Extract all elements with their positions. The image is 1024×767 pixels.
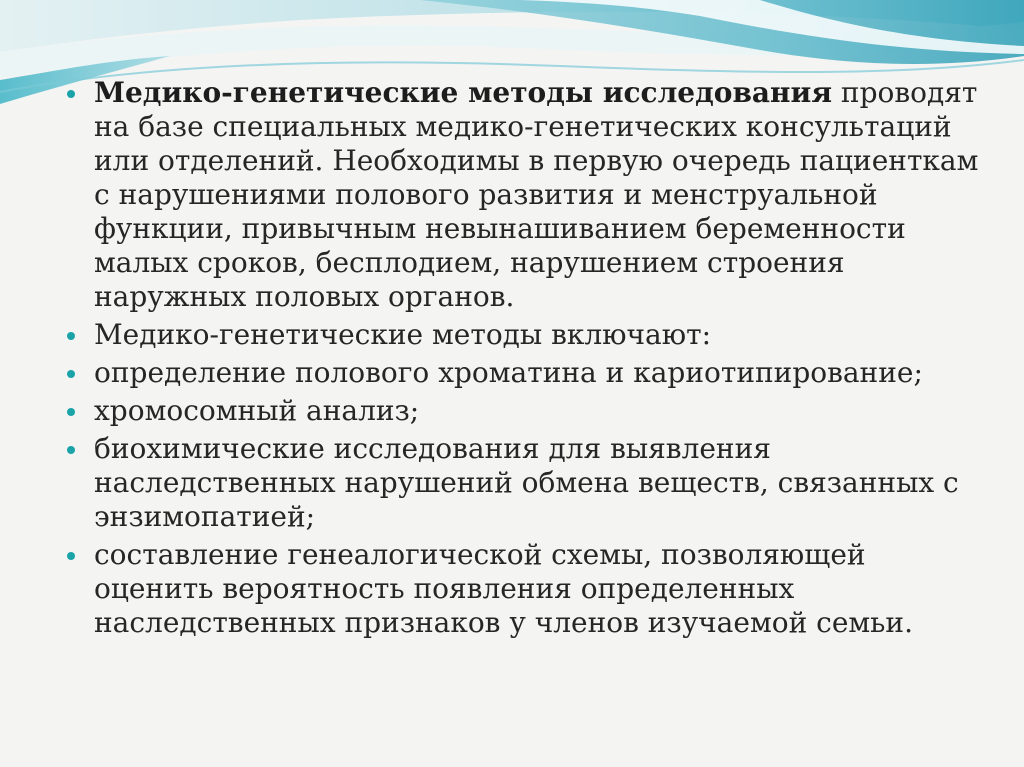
- bullet-dot-icon: [67, 446, 75, 454]
- bullet-dot-icon: [67, 332, 75, 340]
- bullet-item-2: [60, 318, 990, 352]
- bullet-item-6-text: составление генеалогической схемы, позволяющей оценить вероятность появления определенных наследственных признаков у членов изучаемой семьи.: [94, 538, 913, 639]
- content-area: [60, 76, 990, 644]
- bullet-item-2-text: Медико-генетические методы включают:: [94, 318, 712, 351]
- bullet-list: [60, 76, 990, 640]
- bullet-item-5-text: биохимические исследования для выявления наследственных нарушений обмена веществ, связанных с энзимопатией;: [94, 432, 959, 533]
- bullet-item-4-text: хромосомный анализ;: [94, 394, 420, 427]
- bullet-item-4: [60, 394, 990, 428]
- bullet-item-5: [60, 432, 990, 534]
- bullet-item-6: [60, 538, 990, 640]
- bullet-item-1-bold: Медико-генетические методы исследования: [94, 76, 833, 109]
- bullet-dot-icon: [67, 552, 75, 560]
- bullet-dot-icon: [67, 370, 75, 378]
- bullet-item-1-text: проводят на базе специальных медико-генетических консультаций или отделений. Необходимы в первую очередь пациенткам с нарушениями полового развития и менструальной функции, привычным невынашиванием беременности малых сроков, бесплодием, нарушением строения наружных половых органов.: [94, 76, 979, 313]
- bullet-dot-icon: [67, 90, 75, 98]
- bullet-item-3-text: определение полового хроматина и кариотипирование;: [94, 356, 923, 389]
- bullet-dot-icon: [67, 408, 75, 416]
- bullet-item-3: [60, 356, 990, 390]
- bullet-item-1: [60, 76, 990, 314]
